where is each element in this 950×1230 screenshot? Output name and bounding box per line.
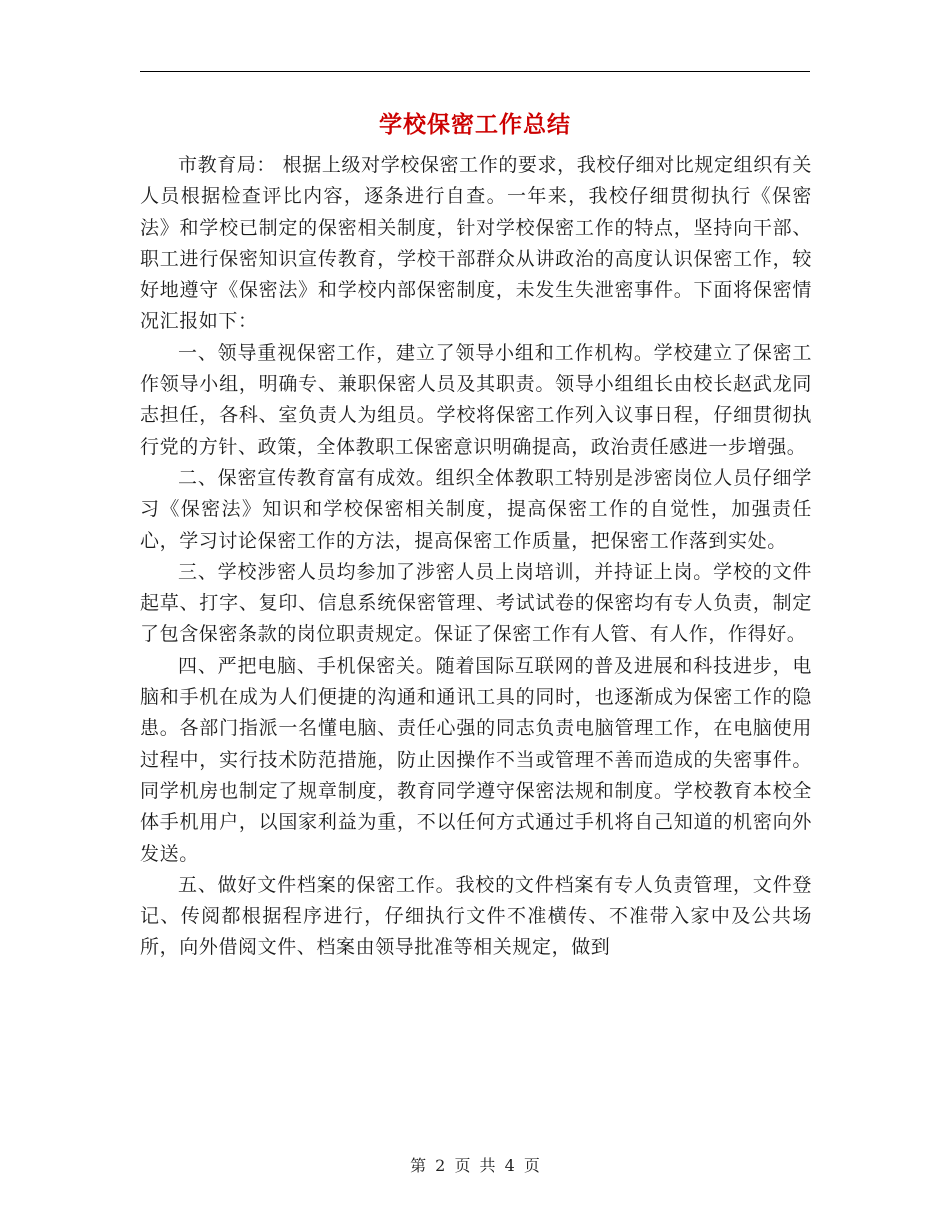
paragraph-archives: 五、做好文件档案的保密工作。我校的文件档案有专人负责管理，文件登记、传阅都根据程序进行，仔细执行文件不准横传、不准带入家中及公共场所，向外借阅文件、档案由领导批准等相关规定，做到 <box>140 873 812 959</box>
paragraph-leadership: 一、领导重视保密工作，建立了领导小组和工作机构。学校建立了保密工作领导小组，明确专、兼职保密人员及其职责。领导小组组长由校长赵武龙同志担任，各科、室负责人为组员。学校将保密工作列入议事日程，仔细贯彻执行党的方针、政策，全体教职工保密意识明确提高，政治责任感进一步增强。 <box>140 341 812 458</box>
page-number: 第 2 页 共 4 页 <box>410 1156 540 1175</box>
paragraph-training: 三、学校涉密人员均参加了涉密人员上岗培训，并持证上岗。学校的文件起草、打字、复印、信息系统保密管理、考试试卷的保密均有专人负责，制定了包含保密条款的岗位职责规定。保证了保密工作有人管、有人作，作得好。 <box>140 560 812 646</box>
document-body <box>140 150 812 964</box>
paragraph-education: 二、保密宣传教育富有成效。组织全体教职工特别是涉密岗位人员仔细学习《保密法》知识和学校保密相关制度，提高保密工作的自觉性，加强责任心，学习讨论保密工作的方法，提高保密工作质量，把保密工作落到实处。 <box>140 466 812 552</box>
paragraph-devices: 四、严把电脑、手机保密关。随着国际互联网的普及进展和科技进步，电脑和手机在成为人们便捷的沟通和通讯工具的同时，也逐渐成为保密工作的隐患。各部门指派一名懂电脑、责任心强的同志负责电脑管理工作，在电脑使用过程中，实行技术防范措施，防止因操作不当或管理不善而造成的失密事件。同学机房也制定了规章制度，教育同学遵守保密法规和制度。学校教育本校全体手机用户，以国家利益为重，不以任何方式通过手机将自己知道的机密向外发送。 <box>140 654 812 865</box>
header-rule <box>140 71 810 72</box>
document-title: 学校保密工作总结 <box>379 111 571 138</box>
paragraph-intro: 市教育局： 根据上级对学校保密工作的要求，我校仔细对比规定组织有关人员根据检查评比内容，逐条进行自查。一年来，我校仔细贯彻执行《保密法》和学校已制定的保密相关制度，针对学校保密工作的特点，坚持向干部、职工进行保密知识宣传教育，学校干部群众从讲政治的高度认识保密工作，较好地遵守《保密法》和学校内部保密制度，未发生失泄密事件。下面将保密情况汇报如下： <box>140 154 812 333</box>
